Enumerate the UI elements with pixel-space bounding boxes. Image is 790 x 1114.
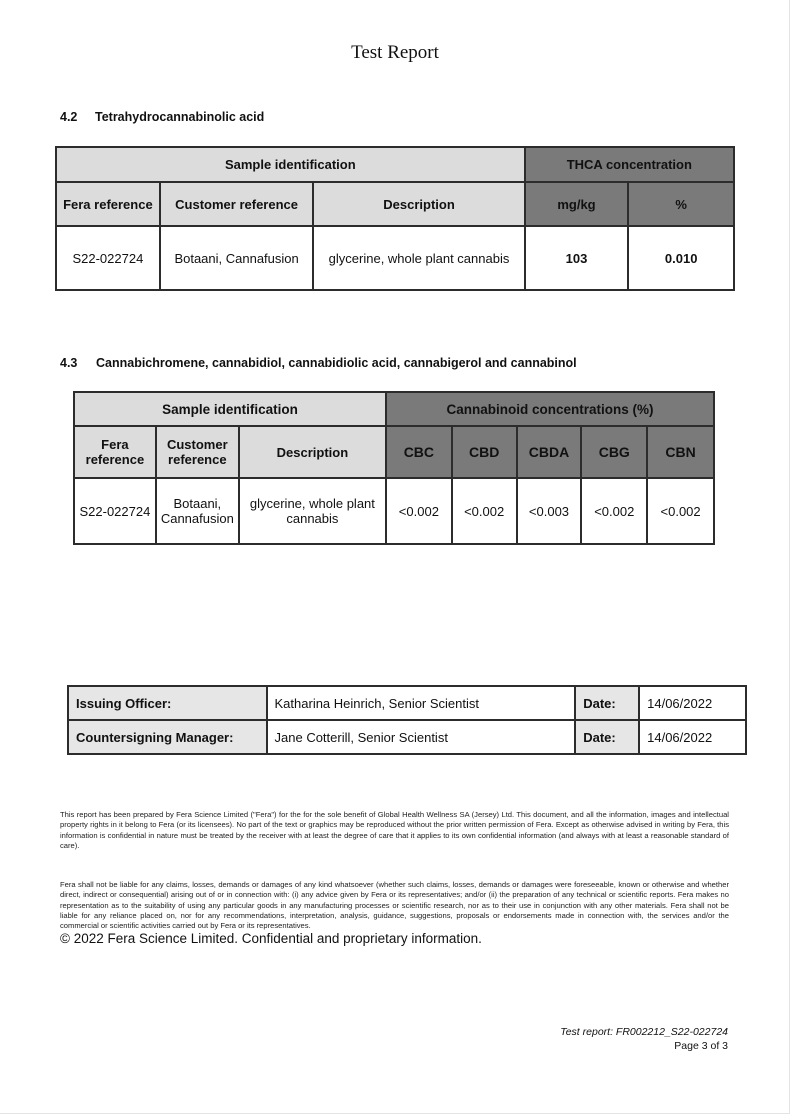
disclaimer-paragraph-1: This report has been prepared by Fera Science Limited ("Fera") for the for the sole benefit of Global Health Wellness SA (Jersey) Ltd. This document, and all the information, images and intellectual property rights in it belong to Fera (or its licensees). No part of the text or graphics may be reproduced without the prior written permission of Fera. Except as otherwise advised in writing by Fera, this information is confidential in nature must be treated by the receiver with at least the degree of care that it applies to its own confidential information (and always with at least a reasonable standard of care).: [60, 810, 729, 850]
col-header-customer: Customer reference: [156, 426, 239, 478]
page-number: Page 3 of 3: [674, 1040, 728, 1052]
countersigning-manager-label: Countersigning Manager:: [68, 720, 267, 754]
col-header-fera: Fera reference: [56, 182, 160, 226]
group-header-thca: THCA concentration: [525, 147, 734, 182]
signature-row-issuing: [68, 686, 746, 720]
section-number: 4.3: [60, 356, 78, 370]
col-header-cbn: CBN: [647, 426, 714, 478]
date-label: Date:: [575, 686, 639, 720]
col-header-cbd: CBD: [452, 426, 517, 478]
cannabinoid-table: [73, 391, 715, 545]
countersigning-manager-name: Jane Cotterill, Senior Scientist: [267, 720, 576, 754]
cell-mgkg: 103: [525, 226, 629, 290]
col-header-description: Description: [313, 182, 524, 226]
table-row: [56, 226, 734, 290]
section-title: Tetrahydrocannabinolic acid: [95, 110, 265, 124]
section-number: 4.2: [60, 110, 78, 124]
col-header-cbc: CBC: [386, 426, 452, 478]
col-header-customer: Customer reference: [160, 182, 314, 226]
disclaimer-paragraph-2: Fera shall not be liable for any claims, losses, demands or damages of any kind whatsoever (whether such claims, losses, demands or damages were foreseeable, known or otherwise and whether direct, indirect or consequential) arising out of or in connection with: (i) any advice given by Fera or its representatives; and/or (ii) the preparation of any technical or scientific reports. Fera makes no representation as to the suitability of using any particular goods in any manufacturing processes or scientific research, nor as to their use in conjunction with any other materials. Fera shall not be liable for any reliance placed on, nor for any recommendations, interpretation, analysis, guidance, suggestions, proposals or endorsements made in connection with, the services and/or the commercial or scientific activities carried out by Fera or its representatives.: [60, 880, 729, 931]
section-4-2-heading: [60, 110, 264, 124]
signature-table: [67, 685, 747, 755]
col-header-fera: Fera reference: [74, 426, 156, 478]
signature-row-countersigning: [68, 720, 746, 754]
group-header-sample: Sample identification: [74, 392, 386, 426]
date-label: Date:: [575, 720, 639, 754]
copyright-notice: © 2022 Fera Science Limited. Confidential and proprietary information.: [60, 931, 482, 946]
issuing-officer-label: Issuing Officer:: [68, 686, 267, 720]
section-4-3-heading: [60, 356, 577, 370]
group-header-sample: Sample identification: [56, 147, 525, 182]
col-header-pct: %: [628, 182, 734, 226]
cell-fera: S22-022724: [56, 226, 160, 290]
page-title: Test Report: [351, 42, 439, 63]
cell-pct: 0.010: [628, 226, 734, 290]
cell-description: glycerine, whole plant cannabis: [239, 478, 386, 544]
issuing-date: 14/06/2022: [639, 686, 746, 720]
col-header-description: Description: [239, 426, 386, 478]
cell-fera: S22-022724: [74, 478, 156, 544]
countersigning-date: 14/06/2022: [639, 720, 746, 754]
table-row: [74, 478, 714, 544]
report-reference: Test report: FR002212_S22-022724: [560, 1026, 728, 1038]
cell-cbn: <0.002: [647, 478, 714, 544]
thca-table: [55, 146, 735, 291]
cell-cbg: <0.002: [581, 478, 647, 544]
cell-customer: Botaani, Cannafusion: [160, 226, 314, 290]
col-header-mgkg: mg/kg: [525, 182, 629, 226]
page-footer: [560, 1025, 728, 1053]
col-header-cbda: CBDA: [517, 426, 582, 478]
col-header-cbg: CBG: [581, 426, 647, 478]
group-header-cannabinoid: Cannabinoid concentrations (%): [386, 392, 714, 426]
cell-cbd: <0.002: [452, 478, 517, 544]
cell-cbda: <0.003: [517, 478, 582, 544]
cell-customer: Botaani, Cannafusion: [156, 478, 239, 544]
section-title: Cannabichromene, cannabidiol, cannabidiolic acid, cannabigerol and cannabinol: [96, 356, 577, 370]
cell-description: glycerine, whole plant cannabis: [313, 226, 524, 290]
cell-cbc: <0.002: [386, 478, 452, 544]
issuing-officer-name: Katharina Heinrich, Senior Scientist: [267, 686, 576, 720]
